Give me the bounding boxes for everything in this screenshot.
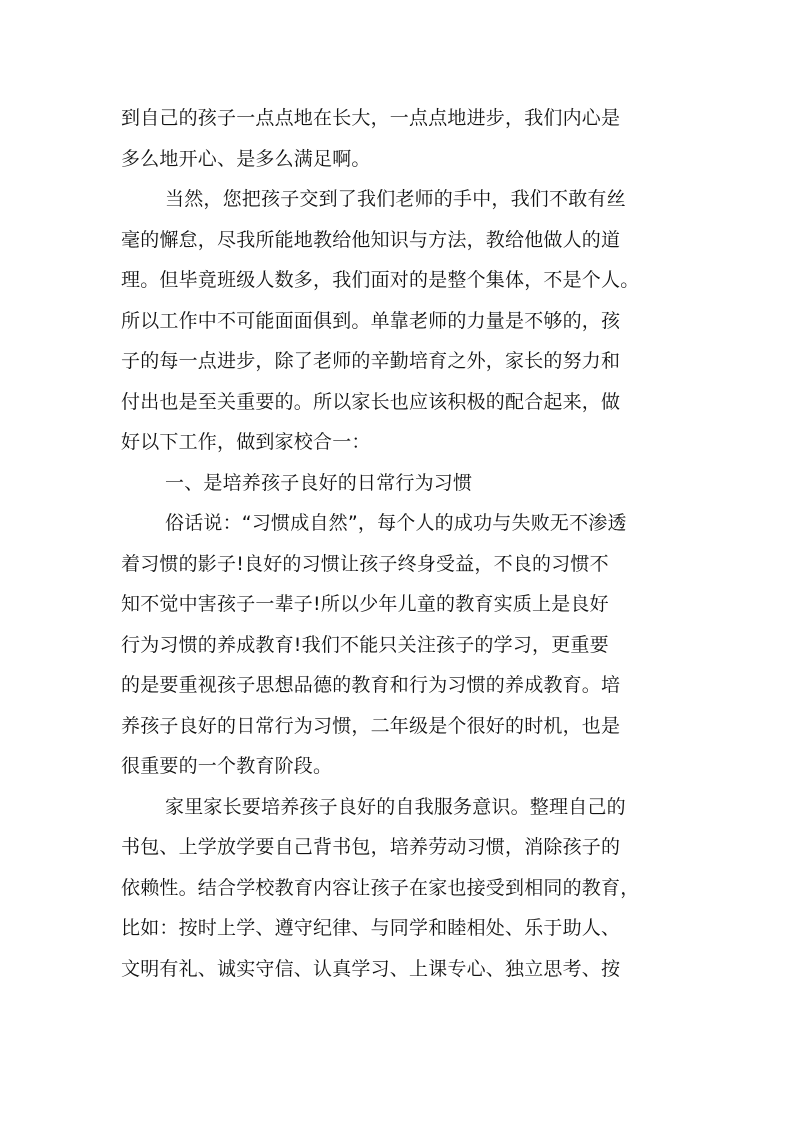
text-line: 很重要的一个教育阶段。: [121, 755, 333, 777]
text-line: 着习惯的影子!良好的习惯让孩子终身受益，不良的习惯不: [121, 552, 609, 575]
text-line: 好以下工作，做到家校合一：: [121, 431, 371, 453]
text-line: 比如：按时上学、遵守纪律、与同学和睦相处、乐于助人、: [121, 917, 621, 939]
paragraph-start-line: 俗话说：“习惯成自然”，每个人的成功与失败无不渗透: [165, 512, 627, 534]
text-line: 毫的懈怠，尽我所能地教给他知识与方法，教给他做人的道: [121, 228, 621, 251]
text-line: 文明有礼、诚实守信、认真学习、上课专心、独立思考、按: [121, 957, 621, 980]
paragraph-start-line: 家里家长要培养孩子良好的自我服务意识。整理自己的: [165, 795, 626, 818]
text-line: 的是要重视孩子思想品德的教育和行为习惯的养成教育。培: [121, 674, 621, 696]
paragraph-start-line: 当然，您把孩子交到了我们老师的手中，我们不敢有丝: [165, 188, 626, 210]
text-line: 多么地开心、是多么满足啊。: [121, 147, 371, 170]
text-line: 子的每一点进步，除了老师的辛勤培育之外，家长的努力和: [121, 350, 621, 372]
document-body: [121, 98, 681, 989]
section-heading: 一、是培养孩子良好的日常行为习惯: [165, 471, 473, 494]
text-line: 依赖性。结合学校教育内容让孩子在家也接受到相同的教育，: [121, 876, 640, 899]
text-line: 养孩子良好的日常行为习惯，二年级是个很好的时机，也是: [121, 714, 621, 737]
text-line: 付出也是至关重要的。所以家长也应该积极的配合起来，做: [121, 390, 621, 413]
text-line: 行为习惯的养成教育!我们不能只关注孩子的学习，更重要: [121, 633, 609, 656]
text-line: 所以工作中不可能面面俱到。单靠老师的力量是不够的，孩: [121, 309, 621, 332]
text-line: 到自己的孩子一点点地在长大，一点点地进步，我们内心是: [121, 107, 621, 129]
text-line: 知不觉中害孩子一辈子!所以少年儿童的教育实质上是良好: [121, 593, 609, 615]
text-line: 理。但毕竟班级人数多，我们面对的是整个集体，不是个人。: [121, 269, 640, 291]
text-line: 书包、上学放学要自己背书包，培养劳动习惯，消除孩子的: [121, 836, 621, 858]
